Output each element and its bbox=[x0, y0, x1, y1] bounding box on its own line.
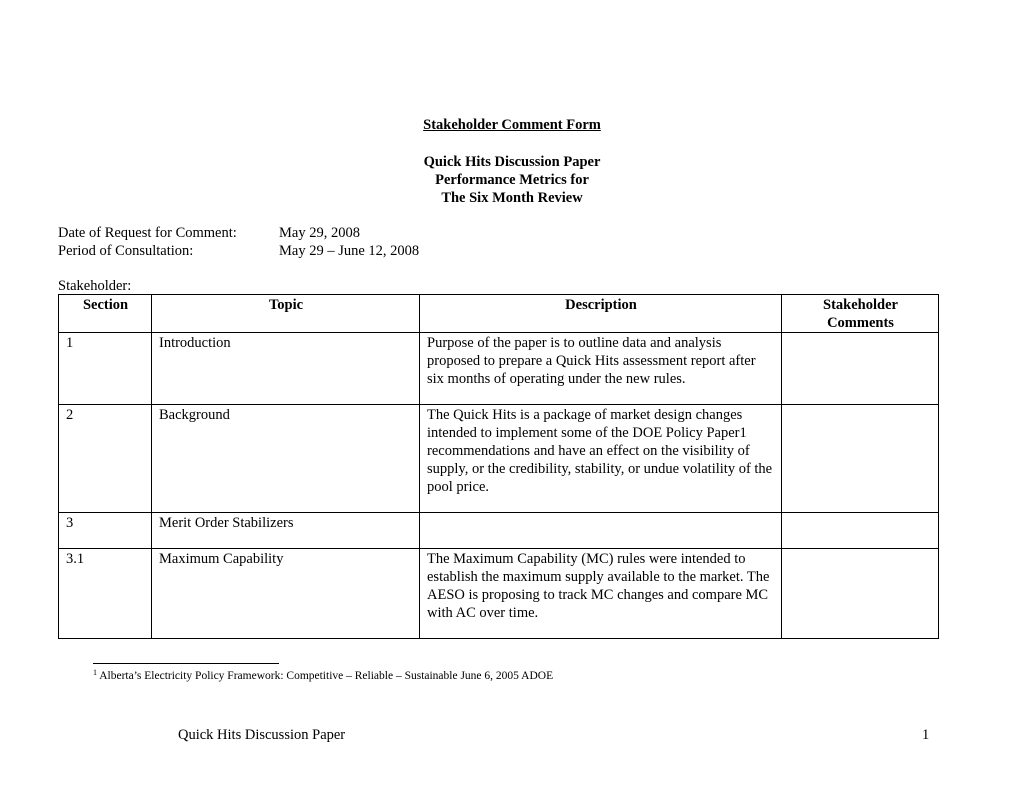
topic-cell: Maximum Capability bbox=[152, 549, 420, 639]
column-header-comments-line-2: Comments bbox=[827, 315, 894, 331]
footnote bbox=[93, 670, 553, 682]
stakeholder-comments-cell[interactable] bbox=[782, 513, 939, 549]
paper-title bbox=[0, 153, 1024, 207]
description-cell: The Quick Hits is a package of market design changes intended to implement some of the DOE Policy Paper1 recommendations and have an effect on the visibility of supply, or the credibility, stability, or undue volatility of the pool price. bbox=[420, 405, 782, 513]
table-header-row bbox=[59, 295, 939, 333]
table-row bbox=[59, 405, 939, 513]
topic-cell: Merit Order Stabilizers bbox=[152, 513, 420, 549]
description-cell: Purpose of the paper is to outline data and analysis proposed to prepare a Quick Hits assessment report after six months of operating under the new rules. bbox=[420, 333, 782, 405]
stakeholder-comments-cell[interactable] bbox=[782, 549, 939, 639]
stakeholder-comments-cell[interactable] bbox=[782, 405, 939, 513]
consultation-period-row bbox=[58, 242, 419, 260]
footer-title: Quick Hits Discussion Paper bbox=[178, 727, 346, 743]
column-header-description: Description bbox=[420, 295, 782, 333]
table-row bbox=[59, 513, 939, 549]
request-metadata bbox=[58, 224, 419, 260]
table-row bbox=[59, 333, 939, 405]
column-header-comments-line-1: Stakeholder bbox=[823, 297, 898, 313]
footnote-divider bbox=[93, 663, 279, 664]
section-cell: 2 bbox=[59, 405, 152, 513]
request-date-value: May 29, 2008 bbox=[279, 225, 360, 241]
section-cell: 1 bbox=[59, 333, 152, 405]
topic-cell: Introduction bbox=[152, 333, 420, 405]
table-row bbox=[59, 549, 939, 639]
column-header-section: Section bbox=[59, 295, 152, 333]
page-number: 1 bbox=[922, 727, 930, 743]
stakeholder-label: Stakeholder: bbox=[58, 278, 132, 294]
paper-title-line-1: Quick Hits Discussion Paper bbox=[423, 154, 601, 170]
topic-cell: Background bbox=[152, 405, 420, 513]
description-cell bbox=[420, 513, 782, 549]
comment-table bbox=[58, 294, 939, 639]
column-header-stakeholder-comments bbox=[782, 295, 939, 333]
request-date-row bbox=[58, 224, 419, 242]
description-cell: The Maximum Capability (MC) rules were intended to establish the maximum supply available to the market. The AESO is proposing to track MC changes and compare MC with AC over time. bbox=[420, 549, 782, 639]
consultation-period-value: May 29 – June 12, 2008 bbox=[279, 243, 420, 259]
footnote-marker: 1 bbox=[93, 668, 97, 677]
paper-title-line-3: The Six Month Review bbox=[441, 190, 583, 206]
section-cell: 3.1 bbox=[59, 549, 152, 639]
stakeholder-comments-cell[interactable] bbox=[782, 333, 939, 405]
consultation-period-label: Period of Consultation: bbox=[58, 243, 194, 259]
form-title: Stakeholder Comment Form bbox=[423, 117, 601, 133]
column-header-topic: Topic bbox=[152, 295, 420, 333]
footnote-text: Alberta’s Electricity Policy Framework: Competitive – Reliable – Sustainable June 6, 2005 ADOE bbox=[99, 670, 554, 682]
request-date-label: Date of Request for Comment: bbox=[58, 225, 237, 241]
paper-title-line-2: Performance Metrics for bbox=[435, 172, 589, 188]
section-cell: 3 bbox=[59, 513, 152, 549]
